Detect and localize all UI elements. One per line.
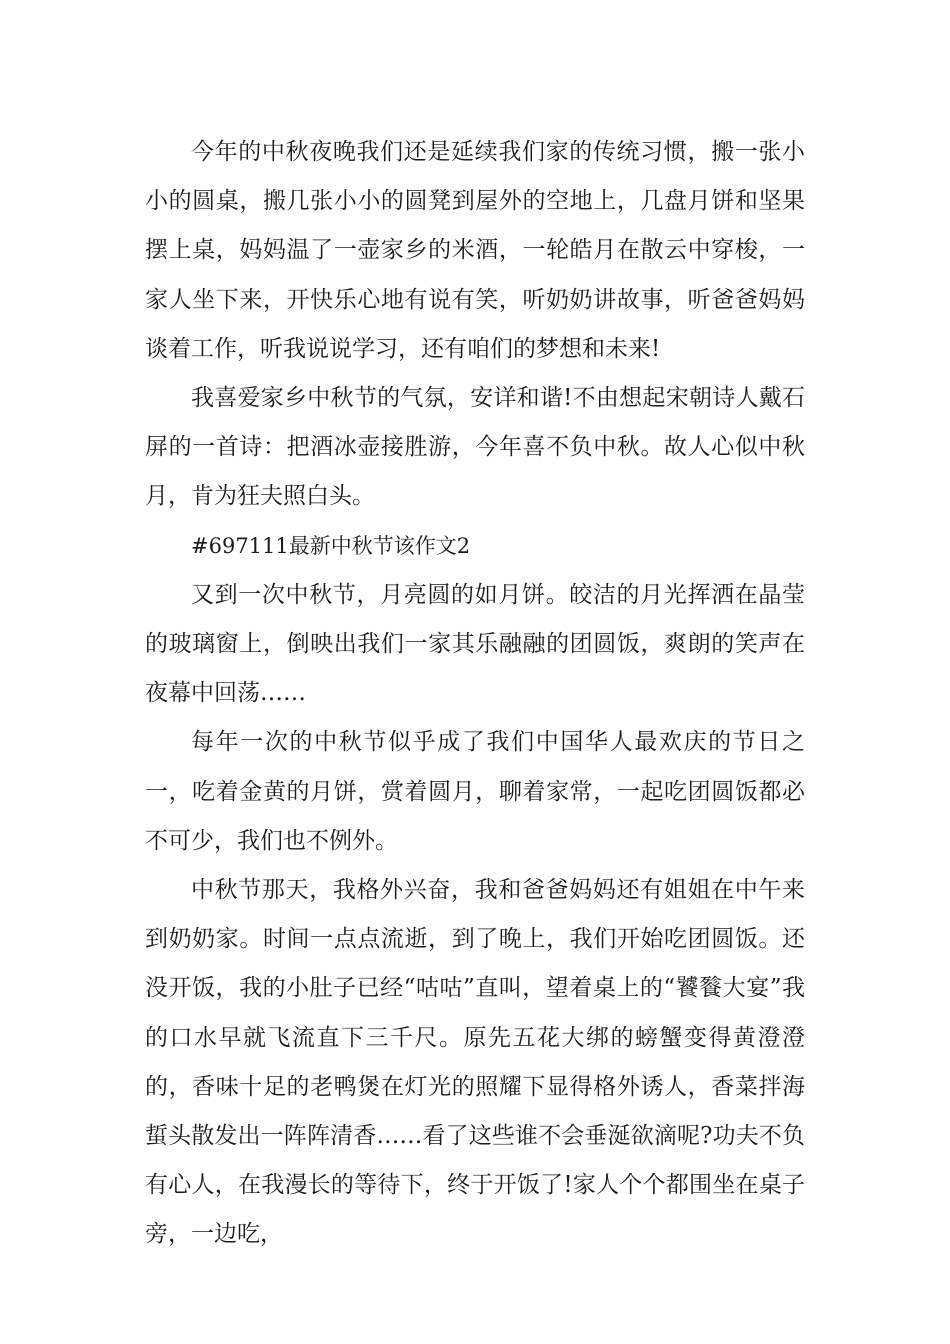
document-body — [145, 128, 805, 1260]
paragraph-mid-autumn-night: 今年的中秋夜晚我们还是延续我们家的传统习惯，搬一张小小的圆桌，搬几张小小的圆凳到屋外的空地上，几盘月饼和坚果摆上桌，妈妈温了一壶家乡的米酒，一轮皓月在散云中穿梭，一家人坐下来，开快乐心地有说有笑，听奶奶讲故事，听爸爸妈妈谈着工作，听我说说学习，还有咱们的梦想和未来! — [145, 139, 805, 362]
paragraph-moon: 又到一次中秋节，月亮圆的如月饼。皎洁的月光挥洒在晶莹的玻璃窗上，倒映出我们一家其乐融融的团圆饭，爽朗的笑声在夜幕中回荡…… — [145, 581, 805, 707]
essay-heading: #697111最新中秋节该作文2 — [191, 533, 471, 558]
paragraph-poem: 我喜爱家乡中秋节的气氛，安详和谐!不由想起宋朝诗人戴石屏的一首诗：把酒冰壶接胜游，今年喜不负中秋。故人心似中秋月，肯为狂夫照白头。 — [145, 385, 805, 510]
paragraph-reunion-dinner: 中秋节那天，我格外兴奋，我和爸爸妈妈还有姐姐在中午来到奶奶家。时间一点点流逝，到了晚上，我们开始吃团圆饭。还没开饭，我的小肚子已经“咕咕”直叫，望着桌上的“饕餮大宴”我的口水早就飞流直下三千尺。原先五花大绑的螃蟹变得黄澄澄的，香味十足的老鸭煲在灯光的照耀下显得格外诱人，香菜拌海蜇头散发出一阵阵清香……看了这些谁不会垂涎欲滴呢?功夫不负有心人，在我漫长的等待下，终于开饭了!家人个个都围坐在桌子旁，一边吃， — [145, 877, 805, 1248]
paragraph-festival: 每年一次的中秋节似乎成了我们中国华人最欢庆的节日之一，吃着金黄的月饼，赏着圆月，聊着家常，一起吃团圆饭都必不可少，我们也不例外。 — [145, 729, 805, 854]
